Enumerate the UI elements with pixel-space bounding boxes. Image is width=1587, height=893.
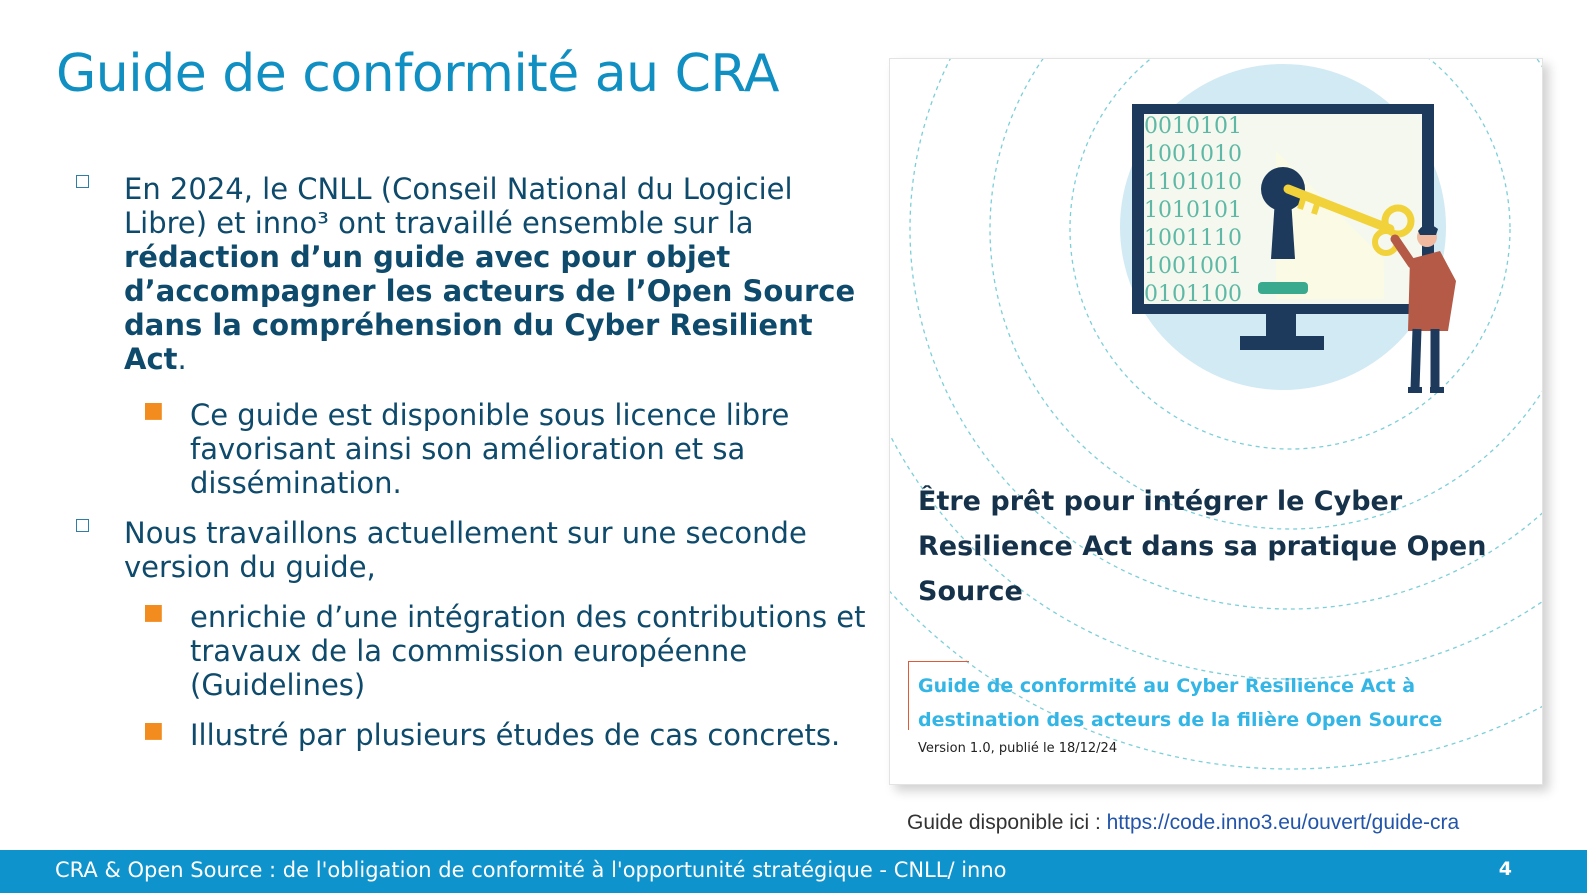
binary-line: 0010101 (1144, 114, 1242, 139)
monitor-stand (1266, 314, 1296, 338)
binary-line: 1001110 (1144, 226, 1242, 251)
sub-bullet-2-text: enrichie d’une intégration des contributions et travaux de la commission européenne (Guidelines) (190, 600, 866, 702)
bullet-1-tail: . (177, 342, 187, 376)
binary-code (1144, 114, 1242, 307)
footer-bar (0, 850, 1587, 893)
binary-line: 1001010 (1144, 142, 1242, 167)
sub-bullet-3-text: Illustré par plusieurs études de cas concrets. (190, 718, 841, 752)
sub-bullet-marker: ■ (143, 600, 164, 625)
cover-heading: Être prêt pour intégrer le Cyber Resilience Act dans sa pratique Open Source (918, 486, 1487, 607)
binary-line: 0101100 (1144, 282, 1242, 307)
sub-bullet-marker: ■ (143, 398, 164, 423)
monitor-base (1240, 336, 1324, 350)
bullet-1 (72, 172, 872, 376)
bullet-1-bold: rédaction d’un guide avec pour objet d’accompagner les acteurs de l’Open Source dans la compréhension du Cyber Resilient Act (124, 240, 856, 376)
bullet-2 (72, 516, 872, 584)
guide-link-label: Guide disponible ici : (907, 811, 1107, 834)
sub-bullet-3 (72, 718, 872, 752)
cover-version: Version 1.0, publié le 18/12/24 (918, 741, 1118, 756)
sub-bullet-2 (72, 600, 872, 702)
bullet-marker (76, 175, 89, 188)
screen-bar (1258, 282, 1308, 294)
sub-bullet-1 (72, 398, 872, 500)
bullet-marker (76, 519, 89, 532)
bullet-2-text: Nous travaillons actuellement sur une seconde version du guide, (124, 516, 807, 584)
sub-bullet-1-text: Ce guide est disponible sous licence libre favorisant ainsi son amélioration et sa dissémination. (190, 398, 790, 500)
slide-title: Guide de conformité au CRA (56, 44, 779, 104)
binary-line: 1010101 (1144, 198, 1242, 223)
binary-line: 1101010 (1144, 170, 1242, 195)
sub-bullet-marker: ■ (143, 718, 164, 743)
guide-link-url[interactable]: https://code.inno3.eu/ouvert/guide-cra (1106, 811, 1460, 834)
footer-text: CRA & Open Source : de l'obligation de conformité à l'opportunité stratégique - CNLL/ inno (55, 858, 1007, 882)
guide-link-line (907, 811, 1459, 835)
cover-subtitle: Guide de conformité au Cyber Resilience Act à destination des acteurs de la filière Open Source (918, 675, 1443, 731)
page-number: 4 (1498, 858, 1512, 880)
guide-cover-image[interactable] (889, 58, 1543, 785)
bullet-list (72, 172, 872, 768)
bullet-1-normal: En 2024, le CNLL (Conseil National du Logiciel Libre) et inno³ ont travaillé ensemble sur la (124, 172, 793, 240)
binary-line: 1001001 (1144, 254, 1242, 279)
